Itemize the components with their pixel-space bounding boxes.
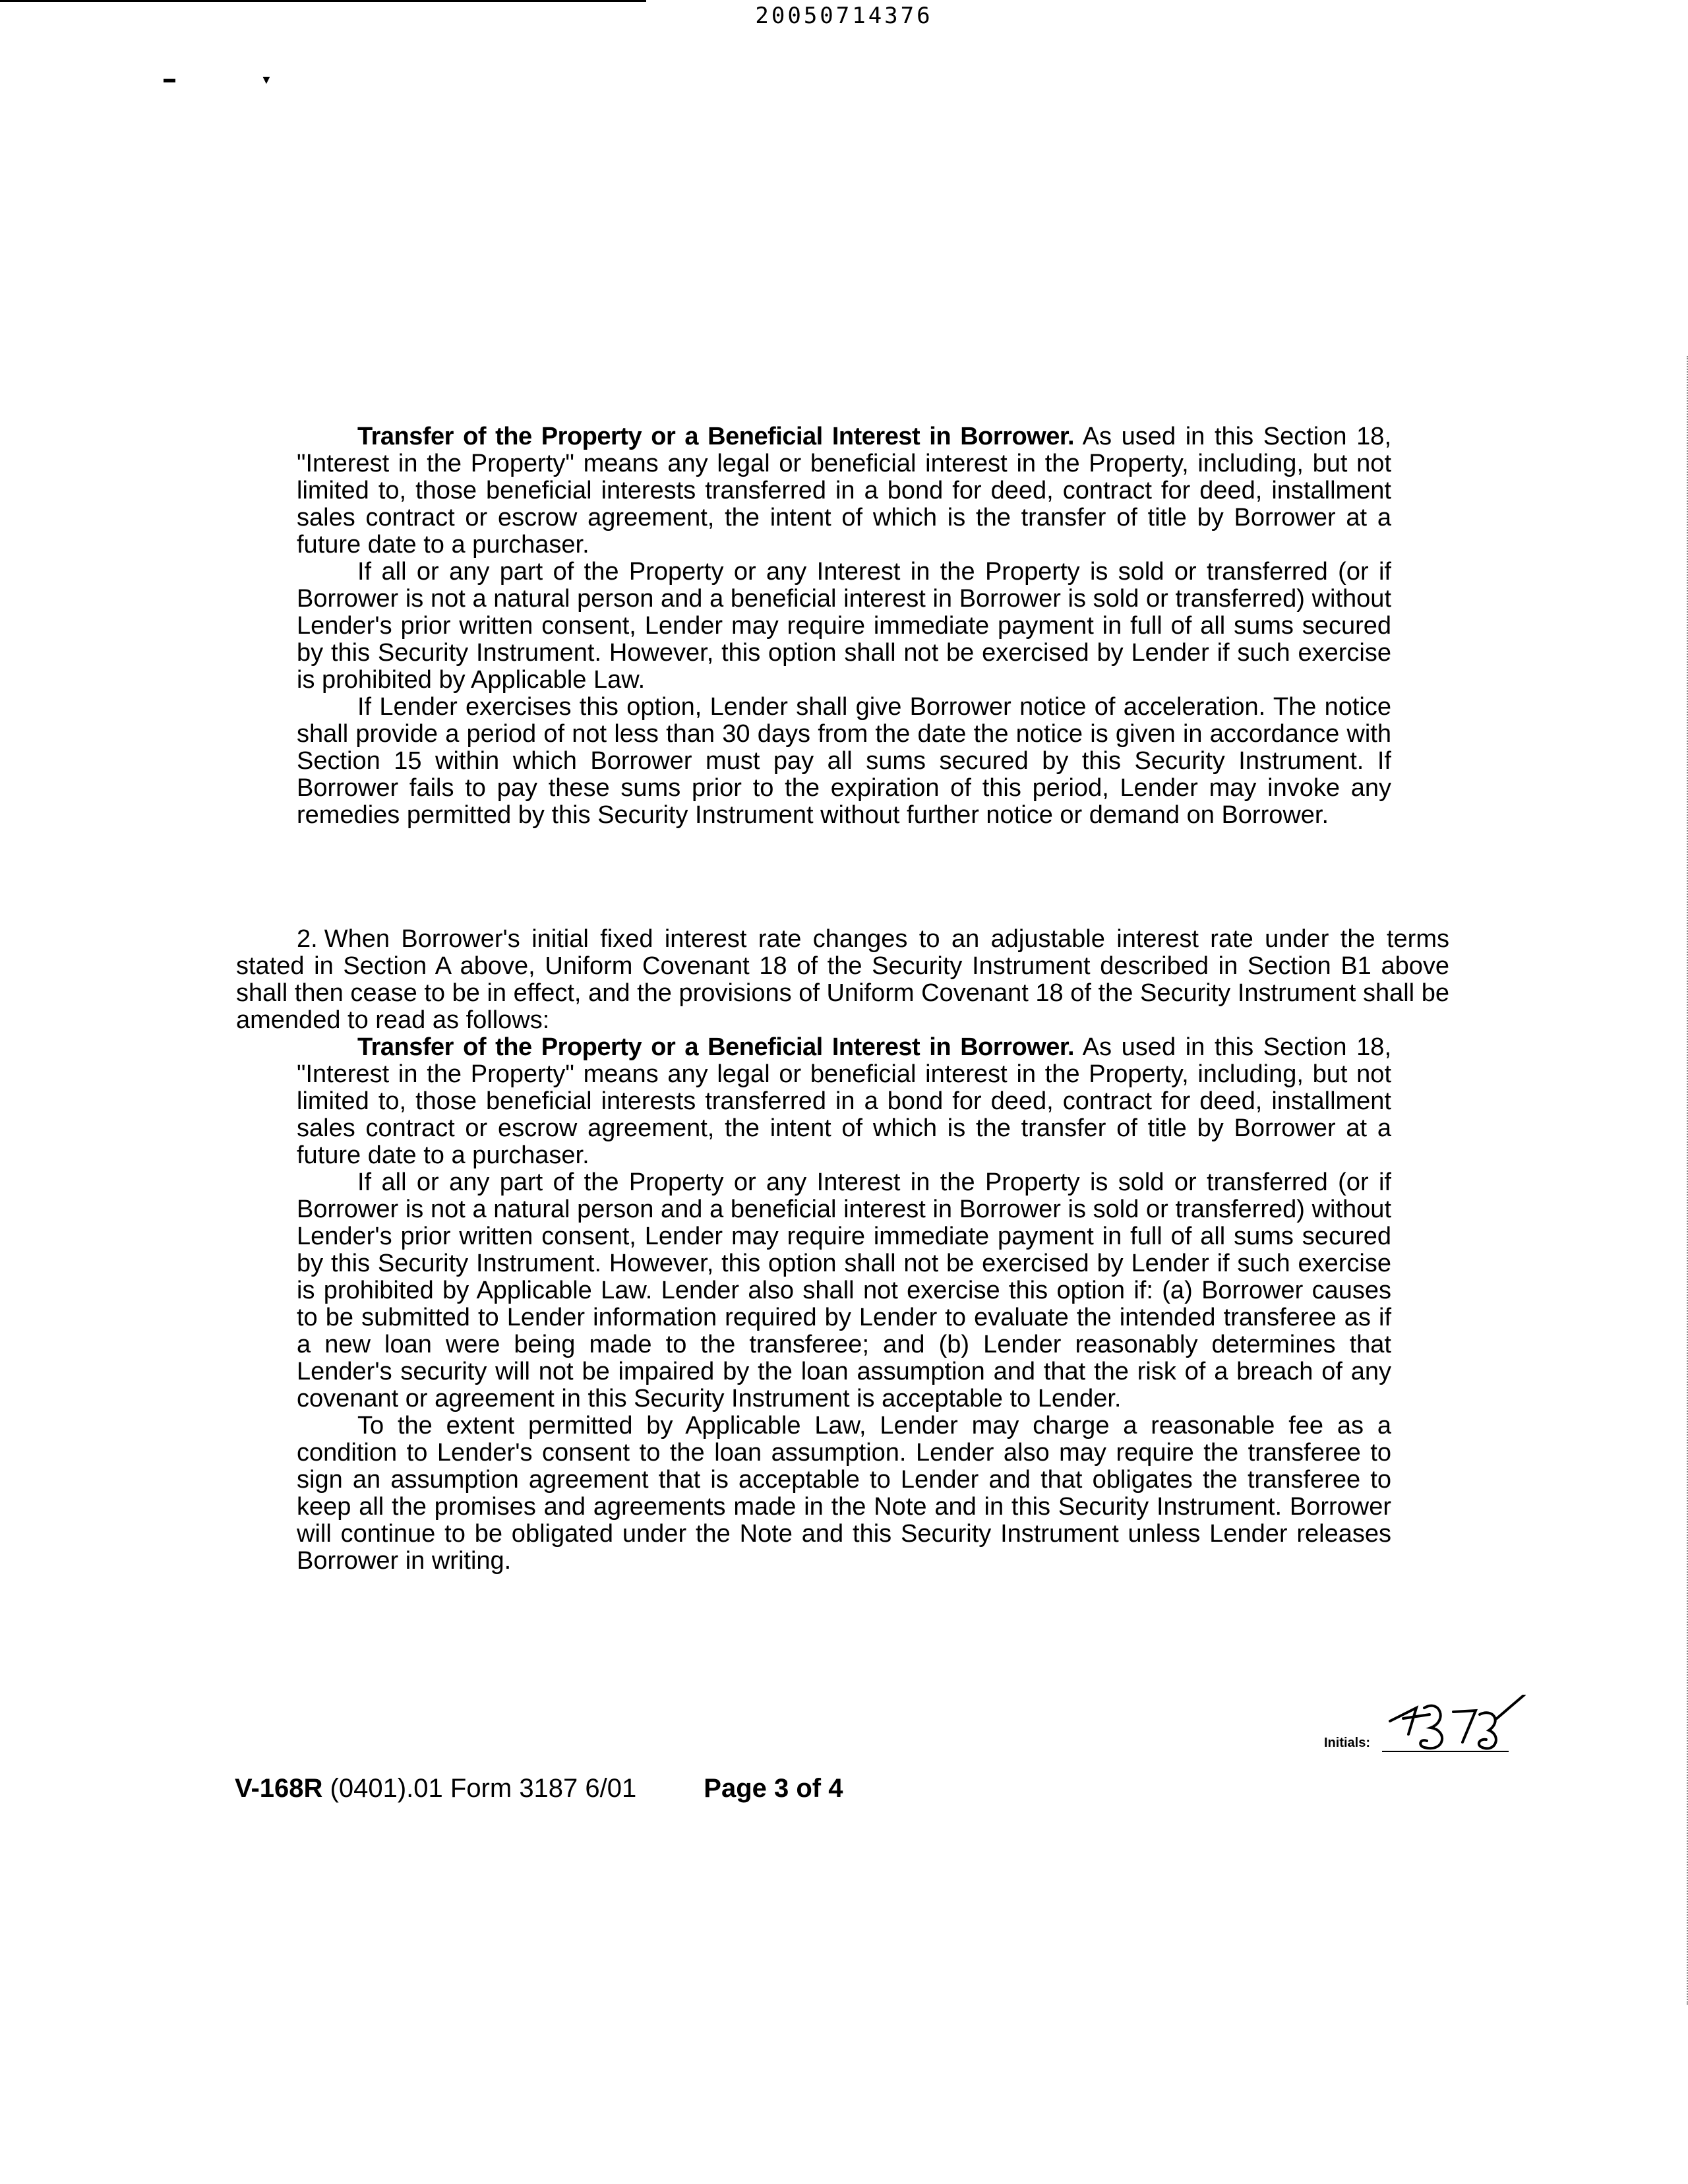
paragraph-text: When Borrower's initial fixed interest rate changes to an adjustable interest rate under the terms stated in Section A above, Uniform Covenant 18 of the Security Instrument described in Section B1 above shall then cease to be in effect, and the provisions of Uniform Covenant 18 of the Security Instrument shall be amended to read as follows: — [236, 925, 1449, 1034]
paragraph-text: If all or any part of the Property or any Interest in the Property is sold or transferred (or if Borrower is not a natural person and a beneficial interest in Borrower is sold or transferred) without Lender's prior written consent, Lender may require immediate payment in full of all sums secured by this Security Instrument. However, this option shall not be exercised by Lender if such exercise is prohibited by Applicable Law. — [297, 558, 1391, 694]
initials-block — [1324, 1695, 1542, 1767]
document-number: 20050714376 — [755, 3, 933, 29]
paragraph-text: As used in this Section 18, "Interest in the Property" means any legal or beneficial interest in the Property, including, but not limited to, those beneficial interests transferred in a bond for deed, contract for deed, installment sales contract or escrow agreement, the intent of which is the transfer of title by Borrower at a future date to a purchaser. — [297, 423, 1392, 559]
paragraph-title: Transfer of the Property or a Beneficial Interest in Borrower. — [357, 1033, 1075, 1061]
item-number: 2. — [297, 925, 318, 953]
paragraph-transfer-consent — [297, 1169, 1391, 1412]
covenant-section-1 — [297, 423, 1391, 829]
paragraph-transfer-definition — [297, 423, 1391, 559]
paragraph-title: Transfer of the Property or a Beneficial Interest in Borrower. — [357, 423, 1075, 450]
form-number: (0401).01 Form 3187 6/01 — [322, 1774, 637, 1803]
covenant-section-2 — [297, 1034, 1391, 1575]
paragraph-transfer-consent — [297, 559, 1391, 694]
item-2-paragraph — [236, 926, 1449, 1034]
scan-mark: ▼ — [260, 73, 272, 86]
handwritten-initials-signature — [1377, 1695, 1542, 1767]
paragraph-text: As used in this Section 18, "Interest in the Property" means any legal or beneficial interest in the Property, including, but not limited to, those beneficial interests transferred in a bond for deed, contract for deed, installment sales contract or escrow agreement, the intent of which is the transfer of title by Borrower at a future date to a purchaser. — [297, 1033, 1392, 1169]
form-code: V-168R — [235, 1774, 323, 1803]
page-number: Page 3 of 4 — [704, 1774, 843, 1803]
paragraph-text: If all or any part of the Property or any Interest in the Property is sold or transferred (or if Borrower is not a natural person and a beneficial interest in Borrower is sold or transferred) without Lender's prior written consent, Lender may require immediate payment in full of all sums secured by this Security Instrument. However, this option shall not be exercised by Lender if such exercise is prohibited by Applicable Law. Lender also shall not exercise this option if: (a) Borrower causes to be submitted to Lender information required by Lender to evaluate the intended transferee as if a new loan were being made to the transferee; and (b) Lender reasonably determines that Lender's security will not be impaired by the loan assumption and that the risk of a breach of any covenant or agreement in this Security Instrument is acceptable to Lender. — [297, 1168, 1391, 1412]
paragraph-assumption-fee — [297, 1412, 1391, 1575]
paragraph-text: If Lender exercises this option, Lender shall give Borrower notice of acceleration. The notice shall provide a period of not less than 30 days from the date the notice is given in accordance with Section 15 within which Borrower must pay all sums secured by this Security Instrument. If Borrower fails to pay these sums prior to the expiration of this period, Lender may invoke any remedies permitted by this Security Instrument without further notice or demand on Borrower. — [297, 693, 1391, 829]
initials-label: Initials: — [1324, 1736, 1371, 1750]
form-footer — [235, 1774, 843, 1804]
paragraph-text: To the extent permitted by Applicable Law, Lender may charge a reasonable fee as a condition to Lender's consent to the loan assumption. Lender also may require the transferee to sign an assumption agreement that is acceptable to Lender and that obligates the transferee to keep all the promises and agreements made in the Note and in this Security Instrument. Borrower will continue to be obligated under the Note and this Security Instrument unless Lender releases Borrower in writing. — [297, 1412, 1391, 1575]
paragraph-acceleration-notice — [297, 694, 1391, 829]
top-border-line — [0, 0, 646, 2]
paragraph-transfer-definition — [297, 1034, 1391, 1169]
scan-mark: ▬ — [164, 72, 175, 85]
